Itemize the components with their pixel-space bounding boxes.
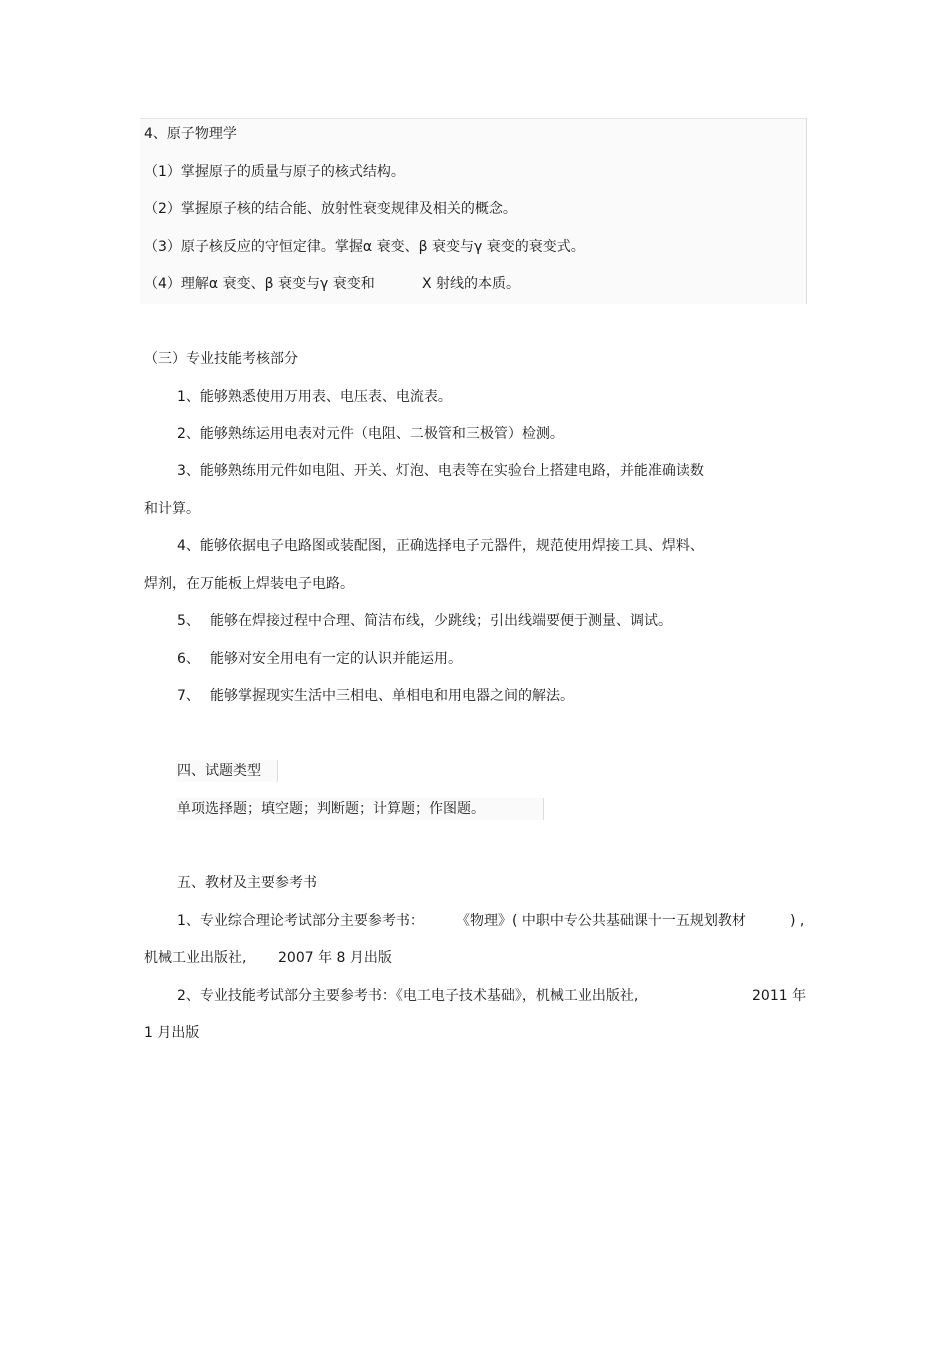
atomic-item-1: （1）掌握原子的质量与原子的核式结构。 <box>144 164 405 180</box>
skill-item-3-cont: 和计算。 <box>144 501 200 517</box>
skill-item-7: 能够掌握现实生活中三相电、单相电和用电器之间的解法。 <box>210 688 574 704</box>
book-1-publisher: 机械工业出版社, <box>144 950 247 966</box>
atomic-heading: 4、原子物理学 <box>144 126 237 142</box>
types-heading: 四、试题类型 <box>177 763 261 779</box>
skill-item-7-number: 7、 <box>177 688 200 704</box>
books-heading: 五、教材及主要参考书 <box>177 875 317 891</box>
skill-item-3: 3、能够熟练用元件如电阻、开关、灯泡、电表等在实验台上搭建电路，并能准确读数 <box>177 463 704 479</box>
skill-item-5: 能够在焊接过程中合理、简洁布线，少跳线；引出线端要便于测量、调试。 <box>210 613 672 629</box>
skill-item-4: 4、能够依据电子电路图或装配图，正确选择电子元器件，规范使用焊接工具、焊料、 <box>177 538 704 554</box>
book-2-text: 2、专业技能考试部分主要参考书：《电工电子技术基础》，机械工业出版社, <box>177 988 639 1004</box>
book-2-year: 2011 年 <box>752 988 807 1004</box>
book-1-title: 《物理》( 中职中专公共基础课十一五规划教材 <box>456 913 746 929</box>
skill-item-2: 2、能够熟练运用电表对元件（电阻、二极管和三极管）检测。 <box>177 426 564 442</box>
book-1-lead: 1、专业综合理论考试部分主要参考书： <box>177 913 424 929</box>
atomic-item-4: （4）理解α 衰变、β 衰变与γ 衰变和 <box>144 276 375 292</box>
skill-item-1: 1、能够熟悉使用万用表、电压表、电流表。 <box>177 389 452 405</box>
book-2-date: 1 月出版 <box>144 1025 200 1041</box>
skill-item-5-number: 5、 <box>177 613 200 629</box>
skill-item-6-number: 6、 <box>177 651 200 667</box>
skills-heading: （三）专业技能考核部分 <box>144 351 298 367</box>
atomic-item-2: （2）掌握原子核的结合能、放射性衰变规律及相关的概念。 <box>144 201 517 217</box>
book-1-date: 2007 年 8 月出版 <box>278 950 392 966</box>
atomic-item-3: （3）原子核反应的守恒定律。掌握α 衰变、β 衰变与γ 衰变的衰变式。 <box>144 239 585 255</box>
atomic-item-4-tail: X 射线的本质。 <box>422 276 521 292</box>
skill-item-4-cont: 焊剂，在万能板上焊装电子电路。 <box>144 576 354 592</box>
types-text: 单项选择题；填空题；判断题；计算题；作图题。 <box>177 801 485 817</box>
book-1-close: ) , <box>790 913 805 929</box>
skill-item-6: 能够对安全用电有一定的认识并能运用。 <box>210 651 462 667</box>
